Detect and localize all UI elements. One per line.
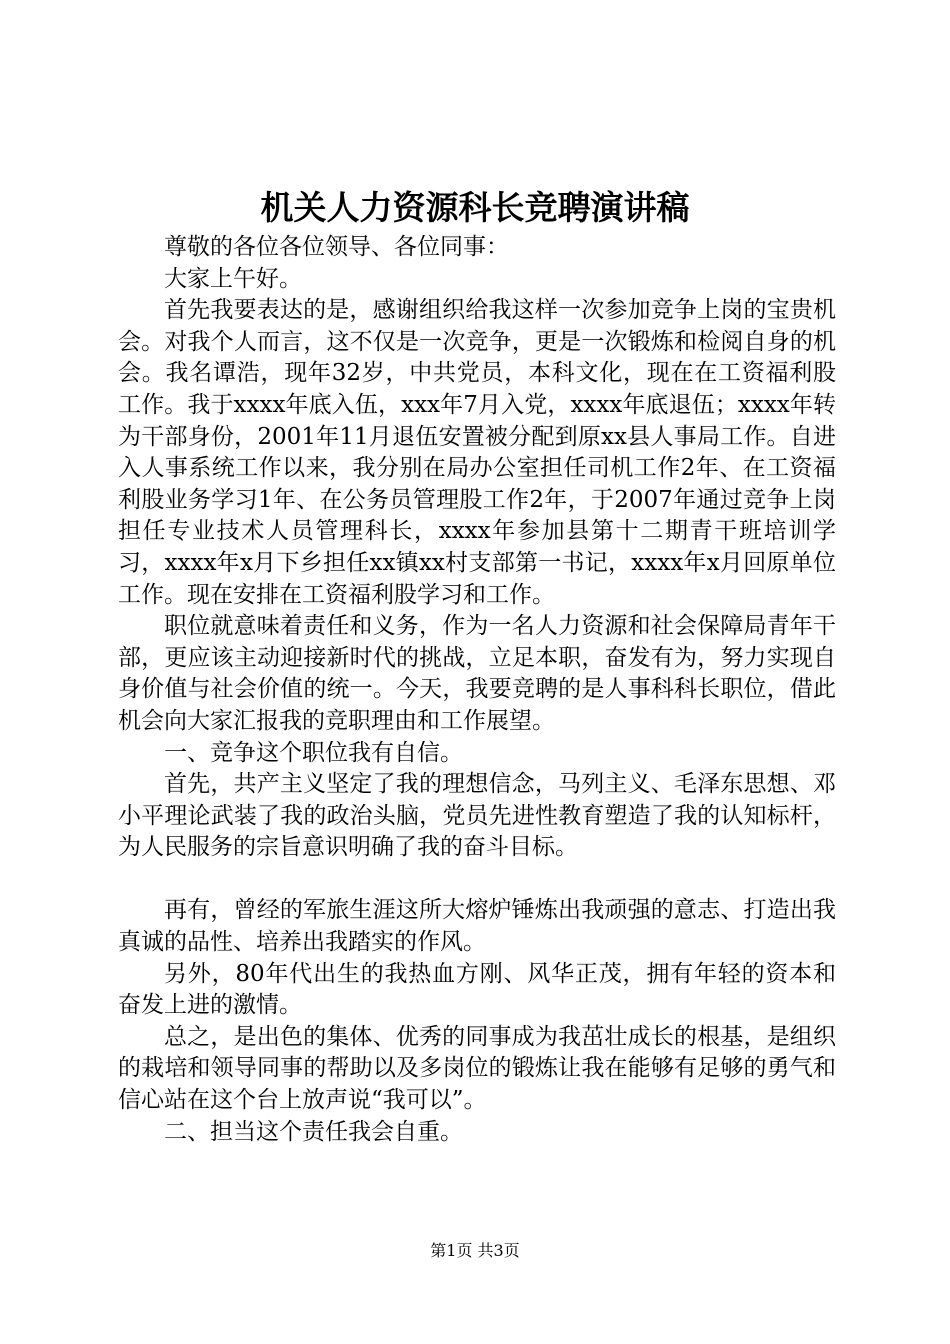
document-body [118,232,836,1148]
paragraph-military: 再有，曾经的军旅生涯这所大熔炉锤炼出我顽强的意志、打造出我真诚的品性、培养出我踏实的作风。 [118,897,836,956]
greeting: 大家上午好。 [164,265,302,292]
page-number-footer: 第1页 共3页 [430,1241,520,1260]
section-heading-responsibility: 二、担当这个责任我会自重。 [164,1118,463,1145]
paragraph-introduction: 首先我要表达的是，感谢组织给我这样一次参加竞争上岗的宝贵机会。对我个人而言，这不仅是一次竞争，更是一次锻炼和检阅自身的机会。我名谭浩，现年32岁，中共党员，本科文化，现在在工资福利股工作。我于xxxx年底入伍，xxx年7月入党，xxxx年底退伍；xxxx年转为干部身份，2001年11月退伍安置被分配到原xx县人事局工作。自进入人事系统工作以来，我分别在局办公室担任司机工作2年、在工资福利股业务学习1年、在公务员管理股工作2年，于2007年通过竞争上岗担任专业技术人员管理科长，xxxx年参加县第十二期青干班培训学习，xxxx年x月下乡担任xx镇xx村支部第一书记，xxxx年x月回原单位工作。现在安排在工资福利股学习和工作。 [118,297,836,608]
section-heading-confidence: 一、竞争这个职位我有自信。 [164,739,463,766]
paragraph-position-responsibility: 职位就意味着责任和义务，作为一名人力资源和社会保障局青年干部，更应该主动迎接新时代的挑战，立足本职，奋发有为，努力实现自身价值与社会价值的统一。今天，我要竞聘的是人事科科长职位，借此机会向大家汇报我的竞职理由和工作展望。 [118,613,836,734]
salutation: 尊敬的各位各位领导、各位同事： [164,234,509,260]
paragraph-ideals: 首先，共产主义坚定了我的理想信念，马列主义、毛泽东思想、邓小平理论武装了我的政治头脑，党员先进性教育塑造了我的认知标杆，为人民服务的宗旨意识明确了我的奋斗目标。 [118,771,836,861]
paragraph-youth: 另外，80年代出生的我热血方刚、风华正茂，拥有年轻的资本和奋发上进的激情。 [118,960,836,1019]
paragraph-summary: 总之，是出色的集体、优秀的同事成为我茁壮成长的根基，是组织的栽培和领导同事的帮助以及多岗位的锻炼让我在能够有足够的勇气和信心站在这个台上放声说“我可以”。 [118,1023,836,1114]
document-title: 机关人力资源科长竞聘演讲稿 [260,188,690,227]
